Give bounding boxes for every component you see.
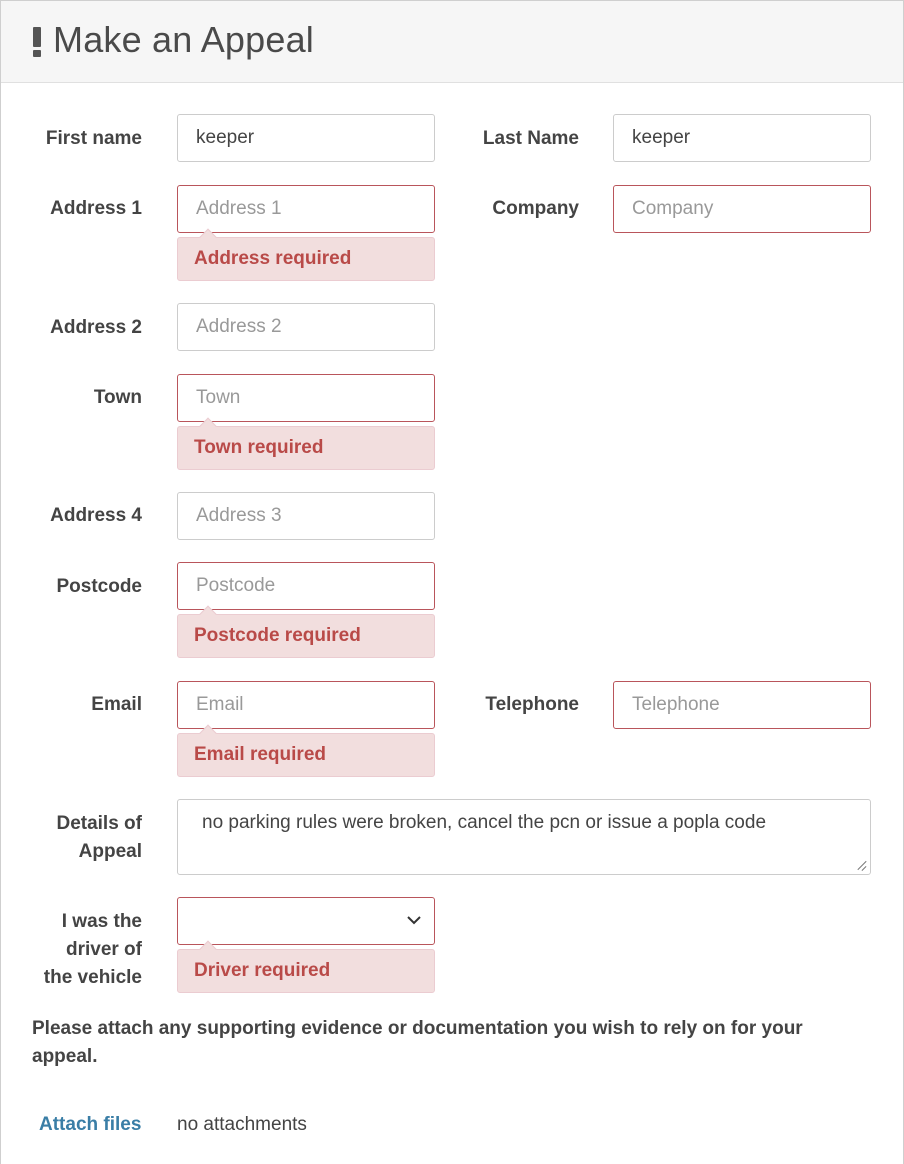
first-name-label: First name [45, 128, 142, 149]
company-label: Company [492, 198, 579, 219]
attachments-status: no attachments [177, 1114, 307, 1135]
address4-label: Address 4 [50, 505, 142, 526]
details-label-line2: Appeal [78, 841, 142, 862]
first-name-input[interactable] [177, 114, 435, 162]
town-error [177, 426, 435, 470]
address4-input[interactable] [177, 492, 435, 540]
postcode-error-text: Postcode required [194, 625, 361, 646]
attachments-note: Please attach any supporting evidence or documentation you wish to rely on for your appeal. [32, 1018, 803, 1067]
email-input[interactable] [177, 681, 435, 729]
company-input[interactable] [613, 185, 871, 233]
town-label: Town [93, 387, 142, 408]
driver-label-line1: I was the [61, 911, 142, 932]
driver-label-line3: the vehicle [43, 967, 142, 988]
chevron-down-icon [404, 910, 424, 930]
details-textarea[interactable] [177, 799, 871, 875]
address2-label: Address 2 [50, 317, 142, 338]
page-title: Make an Appeal [53, 19, 314, 60]
panel-header [1, 1, 903, 83]
address1-error [177, 237, 435, 281]
resize-handle-icon[interactable] [856, 859, 868, 871]
last-name-label: Last Name [482, 128, 579, 149]
town-error-text: Town required [194, 437, 324, 458]
email-label: Email [91, 694, 142, 715]
details-label-line1: Details of [56, 813, 142, 834]
town-input[interactable] [177, 374, 435, 422]
details-label [12, 810, 142, 866]
driver-label-line2: driver of [65, 939, 142, 960]
driver-select[interactable] [177, 897, 435, 945]
attach-files-link[interactable]: Attach files [39, 1114, 142, 1135]
address1-label: Address 1 [50, 198, 142, 219]
email-error [177, 733, 435, 777]
address1-input[interactable] [177, 185, 435, 233]
postcode-input[interactable] [177, 562, 435, 610]
driver-error-text: Driver required [194, 960, 331, 981]
telephone-input[interactable] [613, 681, 871, 729]
exclamation-icon [32, 27, 42, 57]
address2-input[interactable] [177, 303, 435, 351]
driver-label [12, 908, 142, 992]
postcode-error [177, 614, 435, 658]
address1-error-text: Address required [194, 248, 352, 269]
driver-error [177, 949, 435, 993]
last-name-input[interactable] [613, 114, 871, 162]
email-error-text: Email required [194, 744, 326, 765]
postcode-label: Postcode [56, 576, 142, 597]
telephone-label: Telephone [485, 694, 579, 715]
